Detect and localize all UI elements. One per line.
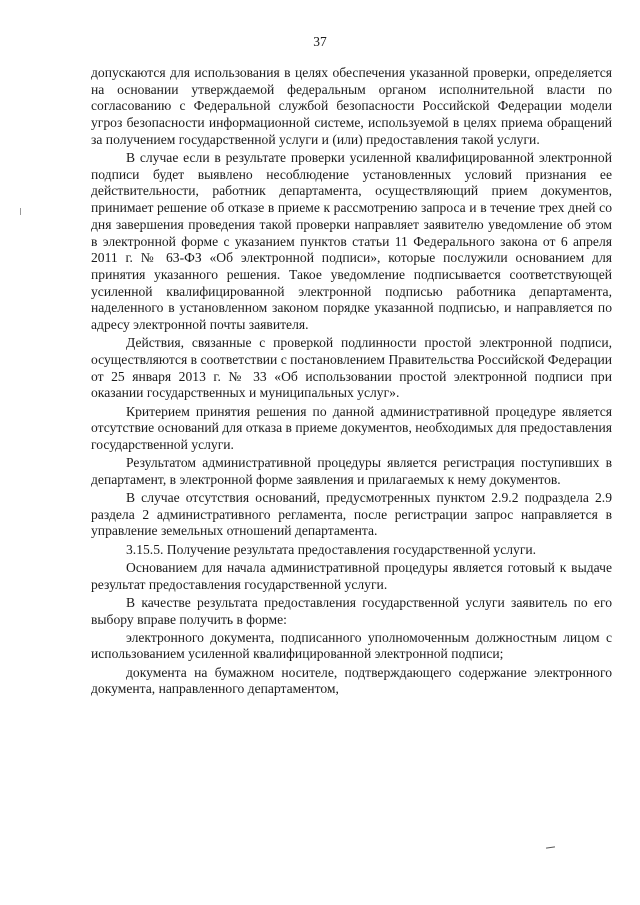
paragraph-6: В случае отсутствия оснований, предусмотренных пунктом 2.9.2 подраздела 2.9 раздела 2 административного регламента, после регистрации запрос направляется в управление земельных отношений департамента. — [91, 490, 612, 539]
paragraph-2: В случае если в результате проверки усиленной квалифицированной электронной подписи будет выявлено несоблюдение установленных условий признания ее действительности, работник департамента, осуществляющий прием документов, принимает решение об отказе в приеме к рассмотрению запроса и в течение трех дней со дня завершения проведения такой проверки направляет заявителю уведомление об этом в электронной форме с указанием пунктов статьи 11 Федерального закона от 6 апреля 2011 г. № 63-ФЗ «Об электронной подписи», которые послужили основанием для принятия указанного решения. Такое уведомление подписывается соответствующей усиленной квалифицированной электронной подписью работника департамента, наделенного в установленном законом порядке указанной подписью, и направляется по адресу электронной почты заявителя. — [91, 150, 612, 333]
scan-artifact-mark — [546, 846, 555, 848]
paragraph-9: В качестве результата предоставления государственной услуги заявитель по его выбору вправе получить в форме: — [91, 594, 612, 627]
scan-margin-mark — [20, 208, 21, 215]
section-heading-3-15-5: 3.15.5. Получение результата предоставления государственной услуги. — [126, 541, 537, 557]
paragraph-8: Основанием для начала административной процедуры является готовый к выдаче результат предоставления государственной услуги. — [91, 559, 612, 592]
paragraph-10: электронного документа, подписанного уполномоченным должностным лицом с использованием усиленной квалифицированной электронной подписи; — [91, 629, 612, 662]
paragraph-11: документа на бумажном носителе, подтверждающего содержание электронного документа, направленного департаментом, — [91, 664, 612, 697]
paragraph-4: Критерием принятия решения по данной административной процедуре является отсутствие оснований для отказа в приеме документов, необходимых для предоставления государственной услуги. — [91, 403, 612, 452]
paragraph-5: Результатом административной процедуры является регистрация поступивших в департамент, в электронной форме заявления и прилагаемых к нему документов. — [91, 455, 612, 487]
page-number: 37 — [313, 34, 327, 49]
paragraph-1: допускаются для использования в целях обеспечения указанной проверки, определяется на основании утверждаемой федеральным органом исполнительной власти по согласованию с Федеральной службой безопасности Российской Федерации модели угроз безопасности информационной системе, используемой в целях приема обращений за получением государственной услуги и (или) предоставления такой услуги. — [91, 65, 612, 147]
paragraph-3: Действия, связанные с проверкой подлинности простой электронной подписи, осуществляются в соответствии с постановлением Правительства Российской Федерации от 25 января 2013 г. № 33 «Об использовании простой электронной подписи при оказании государственных и муниципальных услуг». — [91, 335, 612, 401]
document-body — [91, 65, 612, 698]
